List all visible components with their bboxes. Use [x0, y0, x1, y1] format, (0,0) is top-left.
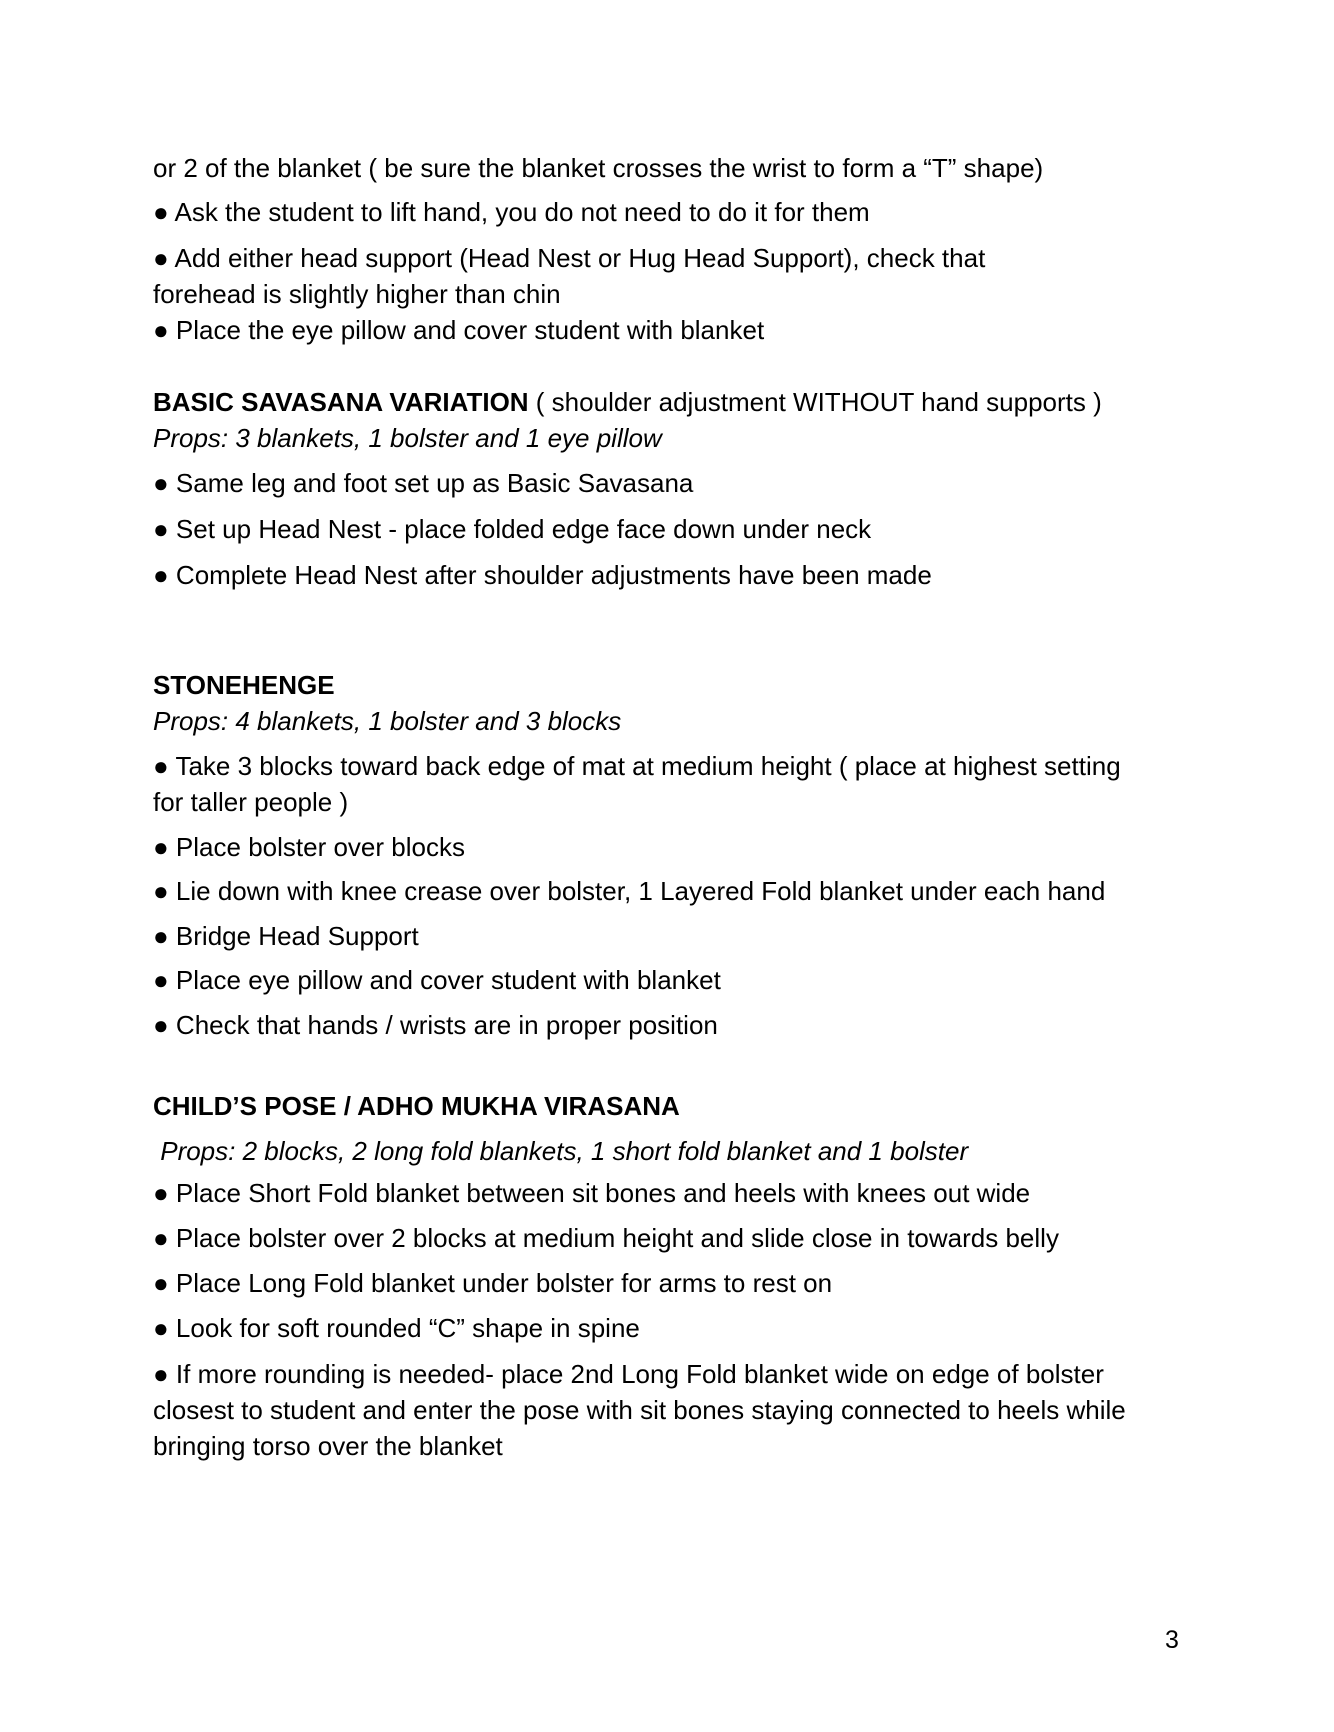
list-item: ● Place bolster over 2 blocks at medium height and slide close in towards belly: [153, 1223, 1059, 1253]
list-item: ● Place Short Fold blanket between sit bones and heels with knees out wide: [153, 1178, 1031, 1208]
list-item-continuation: closest to student and enter the pose with sit bones staying connected to heels while: [153, 1395, 1126, 1425]
list-item: ● Bridge Head Support: [153, 921, 419, 951]
list-item: ● Lie down with knee crease over bolster, 1 Layered Fold blanket under each hand: [153, 876, 1106, 906]
list-item: ● Place eye pillow and cover student with blanket: [153, 965, 721, 995]
list-item-continuation: bringing torso over the blanket: [153, 1431, 503, 1461]
list-item: ● Same leg and foot set up as Basic Savasana: [153, 468, 694, 498]
list-item: ● Look for soft rounded “C” shape in spine: [153, 1313, 640, 1343]
intro-bullet: ● Add either head support (Head Nest or Hug Head Support), check that: [153, 243, 986, 273]
list-item: ● Place bolster over blocks: [153, 832, 465, 862]
list-item: ● Complete Head Nest after shoulder adjustments have been made: [153, 560, 932, 590]
section-props: Props: 3 blankets, 1 bolster and 1 eye pillow: [153, 423, 662, 453]
intro-block: [153, 150, 1153, 348]
intro-bullet: ● Place the eye pillow and cover student with blanket: [153, 315, 765, 345]
list-item: ● Set up Head Nest - place folded edge face down under neck: [153, 514, 872, 544]
section-basic-savasana-variation: [153, 384, 1153, 593]
intro-bullet: ● Ask the student to lift hand, you do not need to do it for them: [153, 197, 870, 227]
intro-line: forehead is slightly higher than chin: [153, 279, 561, 309]
list-item: ● If more rounding is needed- place 2nd Long Fold blanket wide on edge of bolster: [153, 1359, 1104, 1389]
section-title: STONEHENGE: [153, 670, 335, 700]
section-childs-pose: [153, 1088, 1153, 1464]
section-stonehenge: [153, 667, 1153, 1043]
section-title: CHILD’S POSE / ADHO MUKHA VIRASANA: [153, 1091, 680, 1121]
section-heading-line: [153, 384, 1153, 420]
list-item: ● Take 3 blocks toward back edge of mat at medium height ( place at highest setting: [153, 751, 1121, 781]
list-item: ● Place Long Fold blanket under bolster for arms to rest on: [153, 1268, 833, 1298]
section-note: ( shoulder adjustment WITHOUT hand supports ): [528, 387, 1102, 417]
section-props: Props: 2 blocks, 2 long fold blankets, 1 short fold blanket and 1 bolster: [153, 1136, 969, 1166]
list-item-continuation: for taller people ): [153, 787, 349, 817]
document-body: [153, 150, 1153, 1464]
intro-line: or 2 of the blanket ( be sure the blanket crosses the wrist to form a “T” shape): [153, 153, 1044, 183]
section-title: BASIC SAVASANA VARIATION: [153, 387, 529, 417]
list-item: ● Check that hands / wrists are in proper position: [153, 1010, 718, 1040]
page-number: 3: [1165, 1626, 1179, 1654]
section-props: Props: 4 blankets, 1 bolster and 3 blocks: [153, 706, 622, 736]
